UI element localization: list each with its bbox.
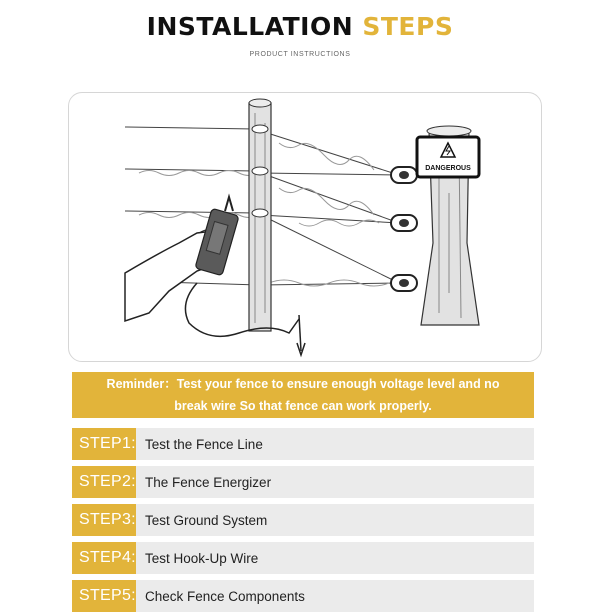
- page-title: [0, 12, 600, 41]
- step-label: STEP5:: [72, 580, 136, 612]
- step-label: STEP1:: [72, 428, 136, 460]
- step-text: Check Fence Components: [136, 580, 534, 612]
- insulator-icon: [391, 275, 417, 291]
- fence-illustration-svg: [69, 93, 541, 361]
- step-label: STEP3:: [72, 504, 136, 536]
- step-label: STEP2:: [72, 466, 136, 498]
- step-text: Test the Fence Line: [136, 428, 534, 460]
- step-row-1: [72, 428, 534, 460]
- step-row-5: [72, 580, 534, 612]
- step-row-4: [72, 542, 534, 574]
- fence-illustration: [68, 92, 542, 362]
- step-text: Test Ground System: [136, 504, 534, 536]
- step-text: The Fence Energizer: [136, 466, 534, 498]
- reminder-banner: [72, 372, 534, 418]
- danger-sign-text: DANGEROUS: [425, 165, 471, 172]
- step-row-3: [72, 504, 534, 536]
- step-label: STEP4:: [72, 542, 136, 574]
- title-accent: STEPS: [362, 12, 454, 41]
- title-main: INSTALLATION: [146, 12, 354, 41]
- insulator-icon: [391, 215, 417, 231]
- step-row-2: [72, 466, 534, 498]
- danger-sign-icon: [417, 137, 479, 177]
- reminder-line-2: break wire So that fence can work properly.: [174, 399, 432, 413]
- step-text: Test Hook-Up Wire: [136, 542, 534, 574]
- voltage-tester-icon: [185, 197, 299, 336]
- reminder-line-1: Reminder：Test your fence to ensure enough voltage level and no: [106, 377, 500, 391]
- page-subtitle: PRODUCT INSTRUCTIONS: [249, 51, 351, 58]
- fence-post-icon: [249, 99, 271, 331]
- insulator-icon: [391, 167, 417, 183]
